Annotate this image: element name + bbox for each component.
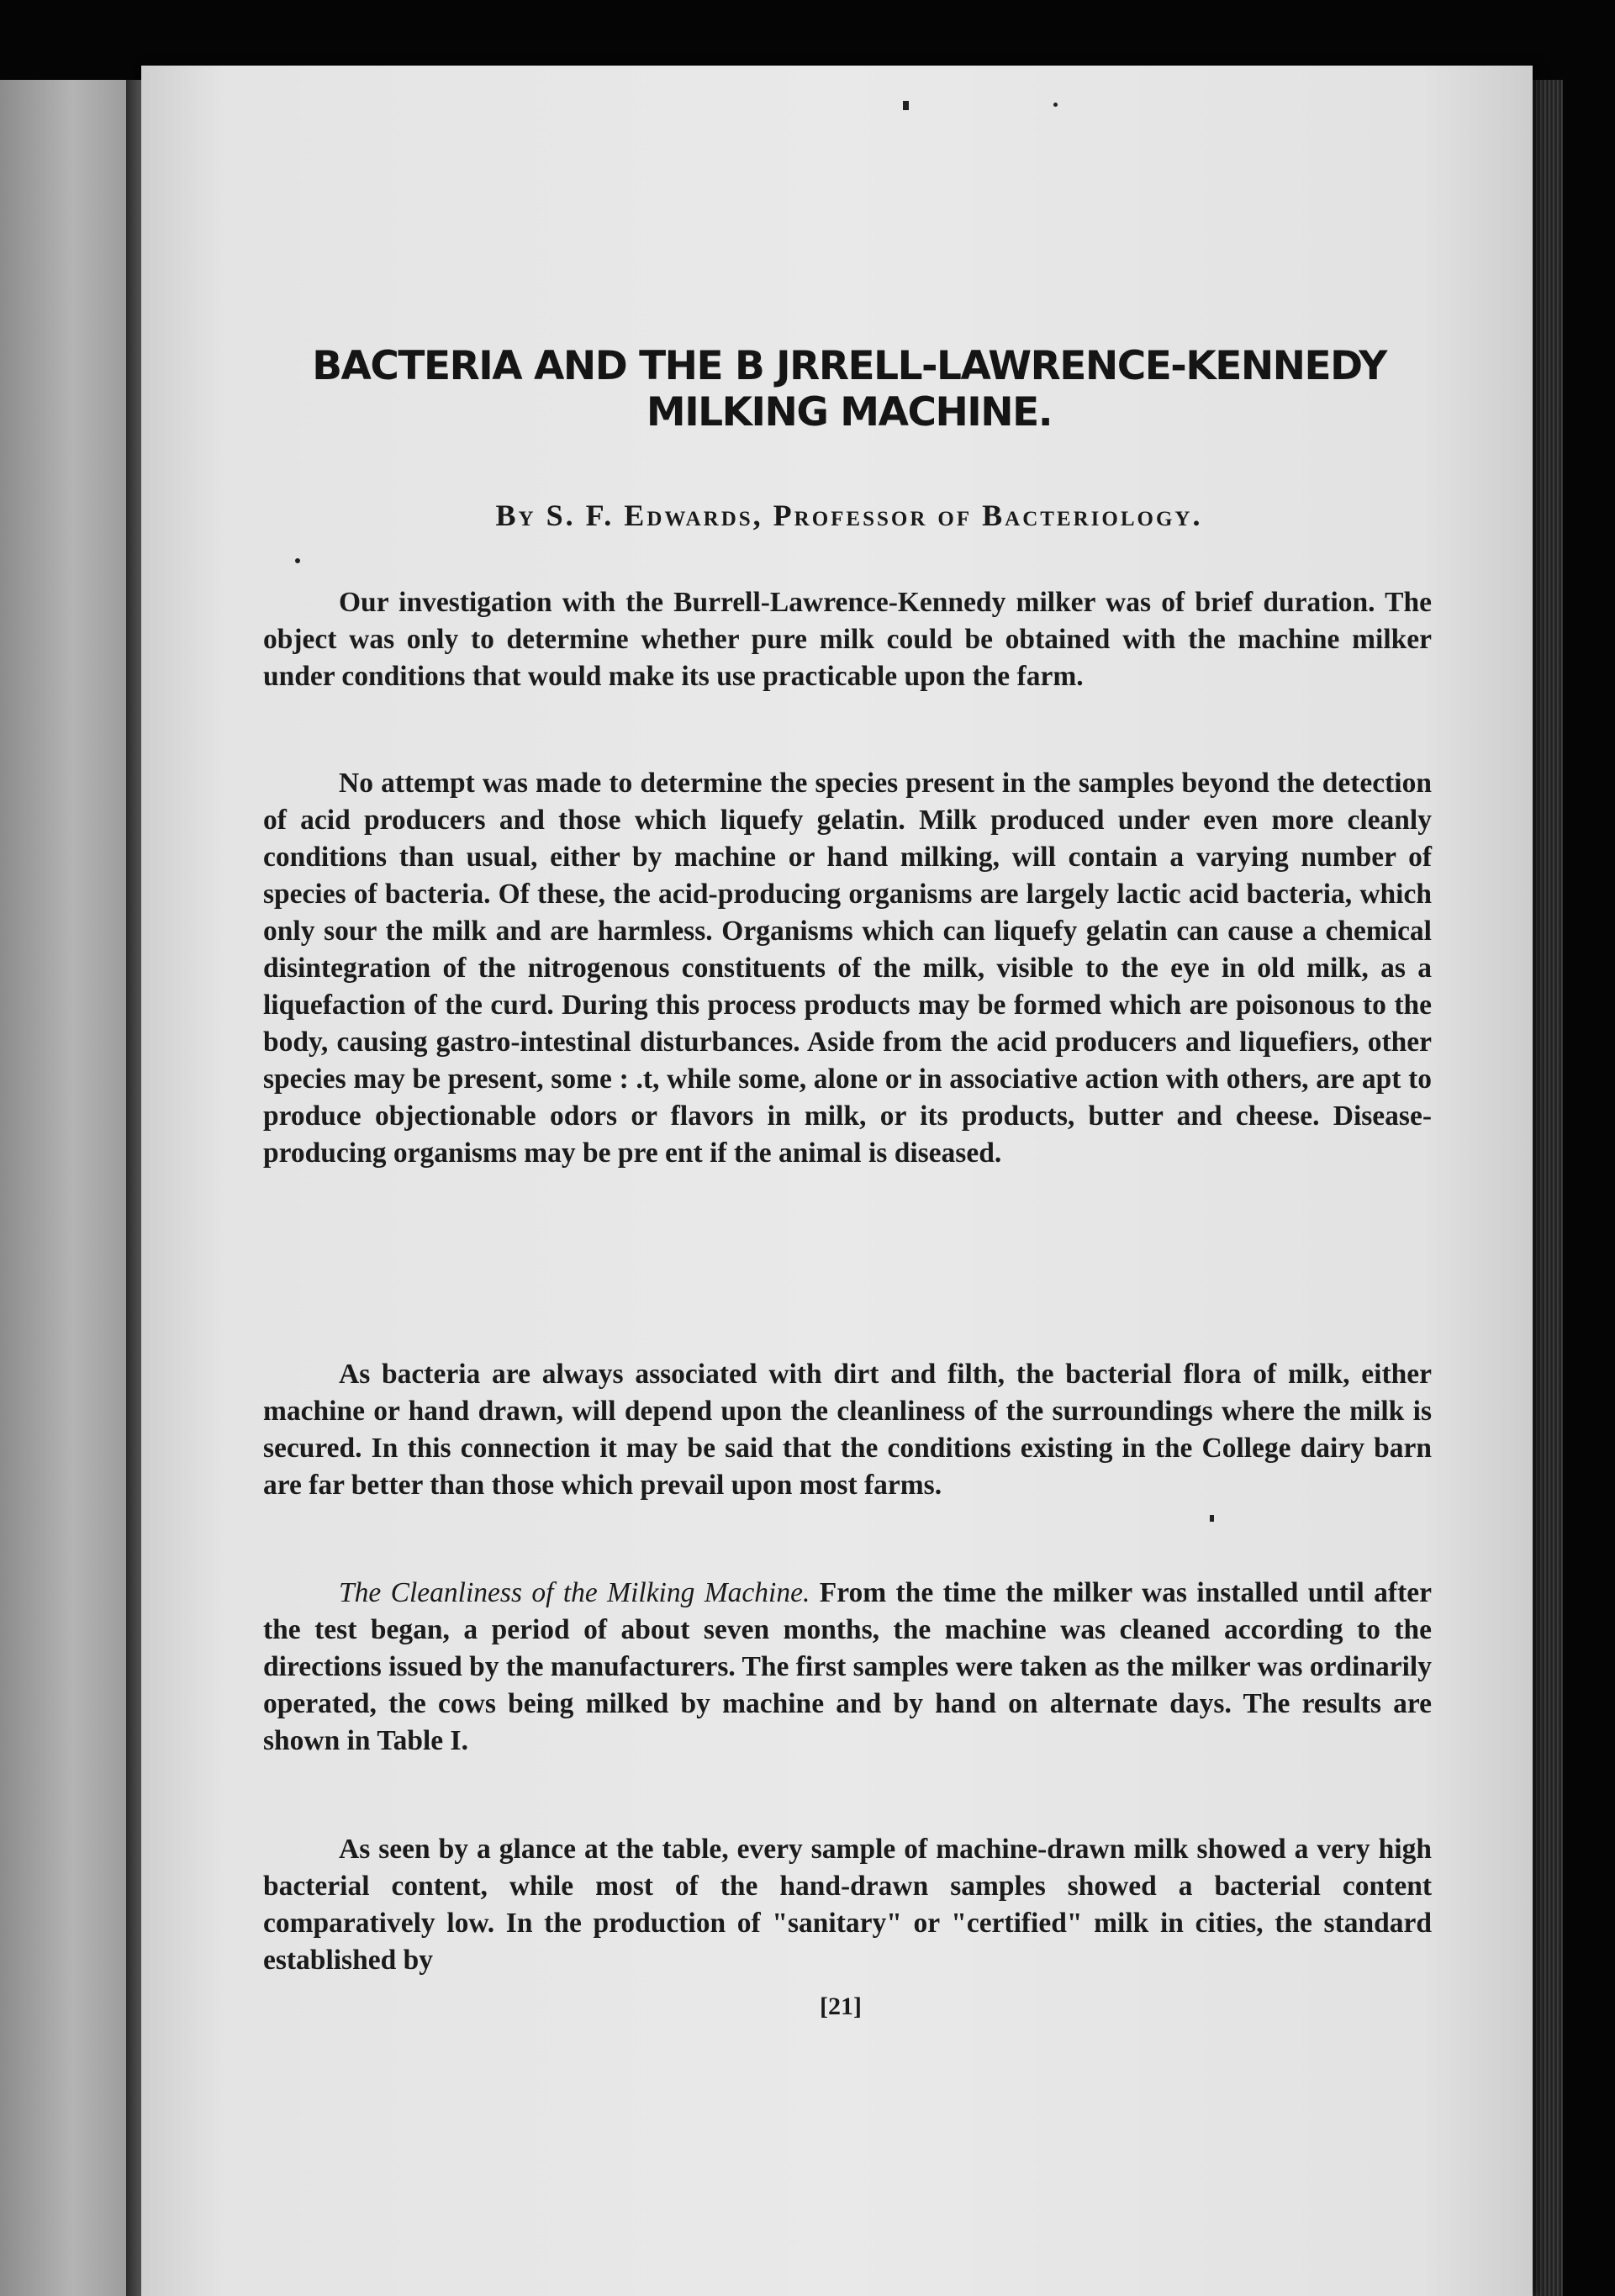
paragraph-introduction: Our investigation with the Burrell-Lawrence-Kennedy milker was of brief duration. The object was only to determine whether pure milk could be obtained with the machine milker under conditions that would make its use practicable upon the farm.	[263, 587, 1432, 692]
title-line-1: BACTERIA AND THE B JRRELL-LAWRENCE-KENNEDY	[312, 343, 1386, 389]
ink-speck	[903, 101, 909, 110]
ink-speck	[1210, 1515, 1214, 1522]
paragraph-body: From the time the milker was installed until after the test began, a period of about seven months, the machine was cleaned according to the directions issued by the manufacturers. The first samples were taken as the milker was ordinarily operated, the cows being milked by machine and by hand on alternate days. The results are shown in Table I.	[263, 1577, 1432, 1756]
paragraph-dirt-and-filth: As bacteria are always associated with dirt and filth, the bacterial flora of milk, either machine or hand drawn, will depend upon the cleanliness of the surroundings where the milk is secured. In this connection it may be said that the conditions existing in the College dairy barn are far better than those which prevail upon most farms.	[263, 1359, 1432, 1501]
page-number: [21]	[820, 1993, 862, 2020]
ink-speck	[1053, 103, 1058, 107]
facing-page-edge	[0, 80, 133, 2296]
paragraph-species: No attempt was made to determine the species present in the samples beyond the detection of acid producers and those which liquefy gelatin. Milk produced under even more cleanly conditions than usual, either by machine or hand milking, will contain a varying number of species of bacteria. Of these, the acid-producing organisms are largely lactic acid bacteria, which only sour the milk and are harmless. Organisms which can liquefy gelatin can cause a chemical disintegration of the nitrogenous constituents of the milk, visible to the eye in old milk, as a liquefaction of the curd. During this process products may be formed which are poisonous to the body, causing gastro-intestinal disturbances. Aside from the acid producers and liquefiers, other species may be present, some : .t, while some, alone or in associative action with others, are apt to produce objectionable odors or flavors in milk, or its products, butter and cheese. Disease-producing organisms may be pre ent if the animal is diseased.	[263, 768, 1432, 1169]
article-title	[252, 343, 1446, 435]
paragraph-cleanliness	[263, 1575, 1432, 1760]
paragraph-table-glance: As seen by a glance at the table, every sample of machine-drawn milk showed a very high bacterial content, while most of the hand-drawn samples showed a bacterial content comparatively low. In the production of "sanitary" or "certified" milk in cities, the standard established by	[263, 1834, 1432, 1976]
page-stack-edge	[1533, 80, 1563, 2296]
section-run-in-heading: The Cleanliness of the Milking Machine.	[339, 1577, 810, 1608]
gutter-shadow	[126, 80, 143, 2296]
byline: By S. F. Edwards, Professor of Bacteriology.	[495, 499, 1203, 532]
ink-speck	[295, 558, 300, 563]
title-line-2: MILKING MACHINE.	[646, 388, 1053, 435]
